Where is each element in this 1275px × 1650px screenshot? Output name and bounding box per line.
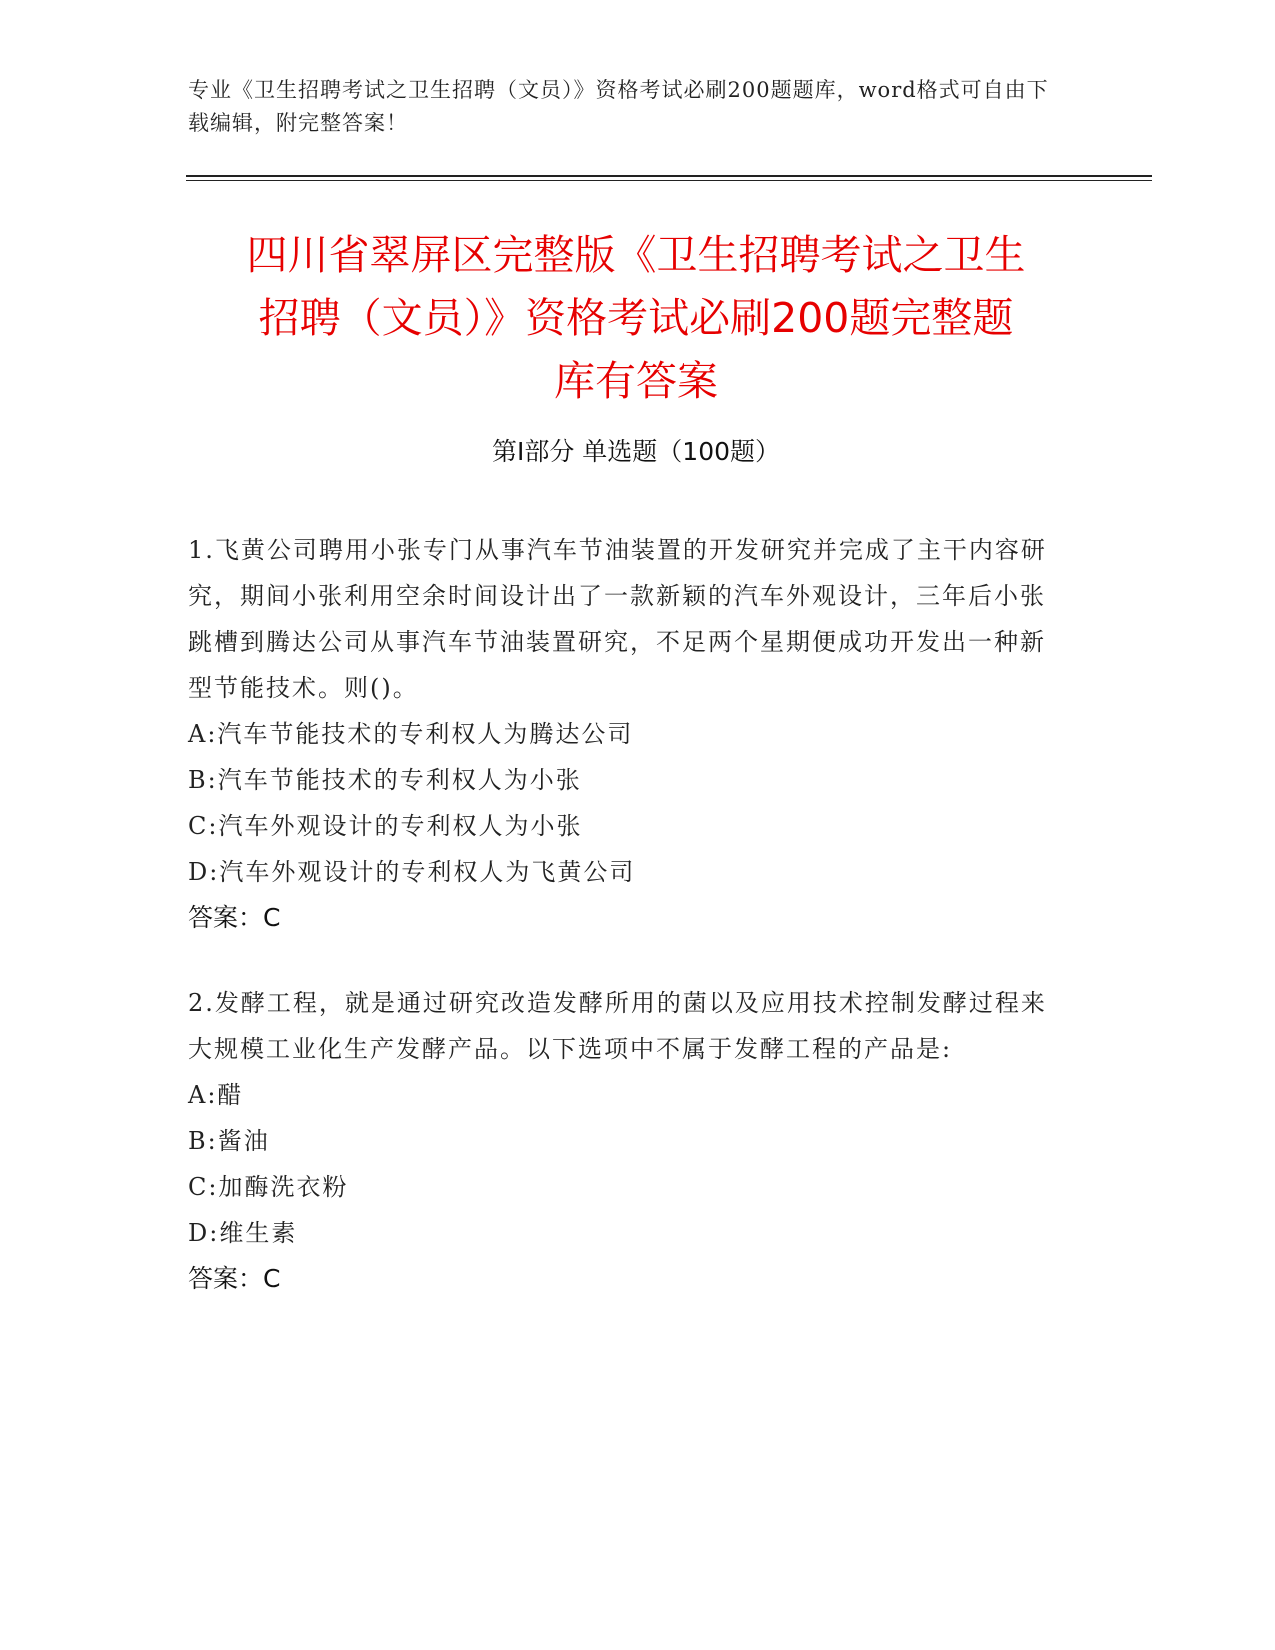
option-c: C:加酶洗衣粉 [188, 1173, 349, 1201]
document-title [186, 224, 1086, 413]
question-stem: 1.飞黄公司聘用小张专门从事汽车节油装置的开发研究并完成了主干内容研究，期间小张利用空余时间设计出了一款新颖的汽车外观设计，三年后小张跳槽到腾达公司从事汽车节油装置研究，不足两个星期便成功开发出一种新型节能技术。则()。 [188, 536, 1047, 702]
question-stem: 2.发酵工程，就是通过研究改造发酵所用的菌以及应用技术控制发酵过程来大规模工业化生产发酵产品。以下选项中不属于发酵工程的产品是: [188, 989, 1047, 1063]
option-d: D:汽车外观设计的专利权人为飞黄公司 [188, 858, 636, 886]
option-a: A:醋 [188, 1081, 244, 1109]
title-line: 库有答案 [554, 357, 718, 405]
option-d: D:维生素 [188, 1219, 298, 1247]
answer: 答案：C [188, 903, 281, 932]
title-line: 招聘（文员）》资格考试必刷200题完整题 [258, 294, 1014, 342]
title-line: 四川省翠屏区完整版《卫生招聘考试之卫生 [246, 231, 1026, 279]
question-2 [188, 980, 1068, 1302]
question-1 [188, 527, 1068, 941]
option-b: B:汽车节能技术的专利权人为小张 [188, 766, 582, 794]
option-c: C:汽车外观设计的专利权人为小张 [188, 812, 583, 840]
header-divider-thin [186, 180, 1152, 181]
header-divider-thick [186, 175, 1152, 177]
answer: 答案：C [188, 1264, 281, 1293]
option-a: A:汽车节能技术的专利权人为腾达公司 [188, 720, 634, 748]
header-note: 专业《卫生招聘考试之卫生招聘（文员）》资格考试必刷200题题库，word格式可自由下载编辑，附完整答案！ [188, 78, 1049, 135]
option-b: B:酱油 [188, 1127, 270, 1155]
section-title: 第Ⅰ部分 单选题（100题） [491, 437, 781, 466]
